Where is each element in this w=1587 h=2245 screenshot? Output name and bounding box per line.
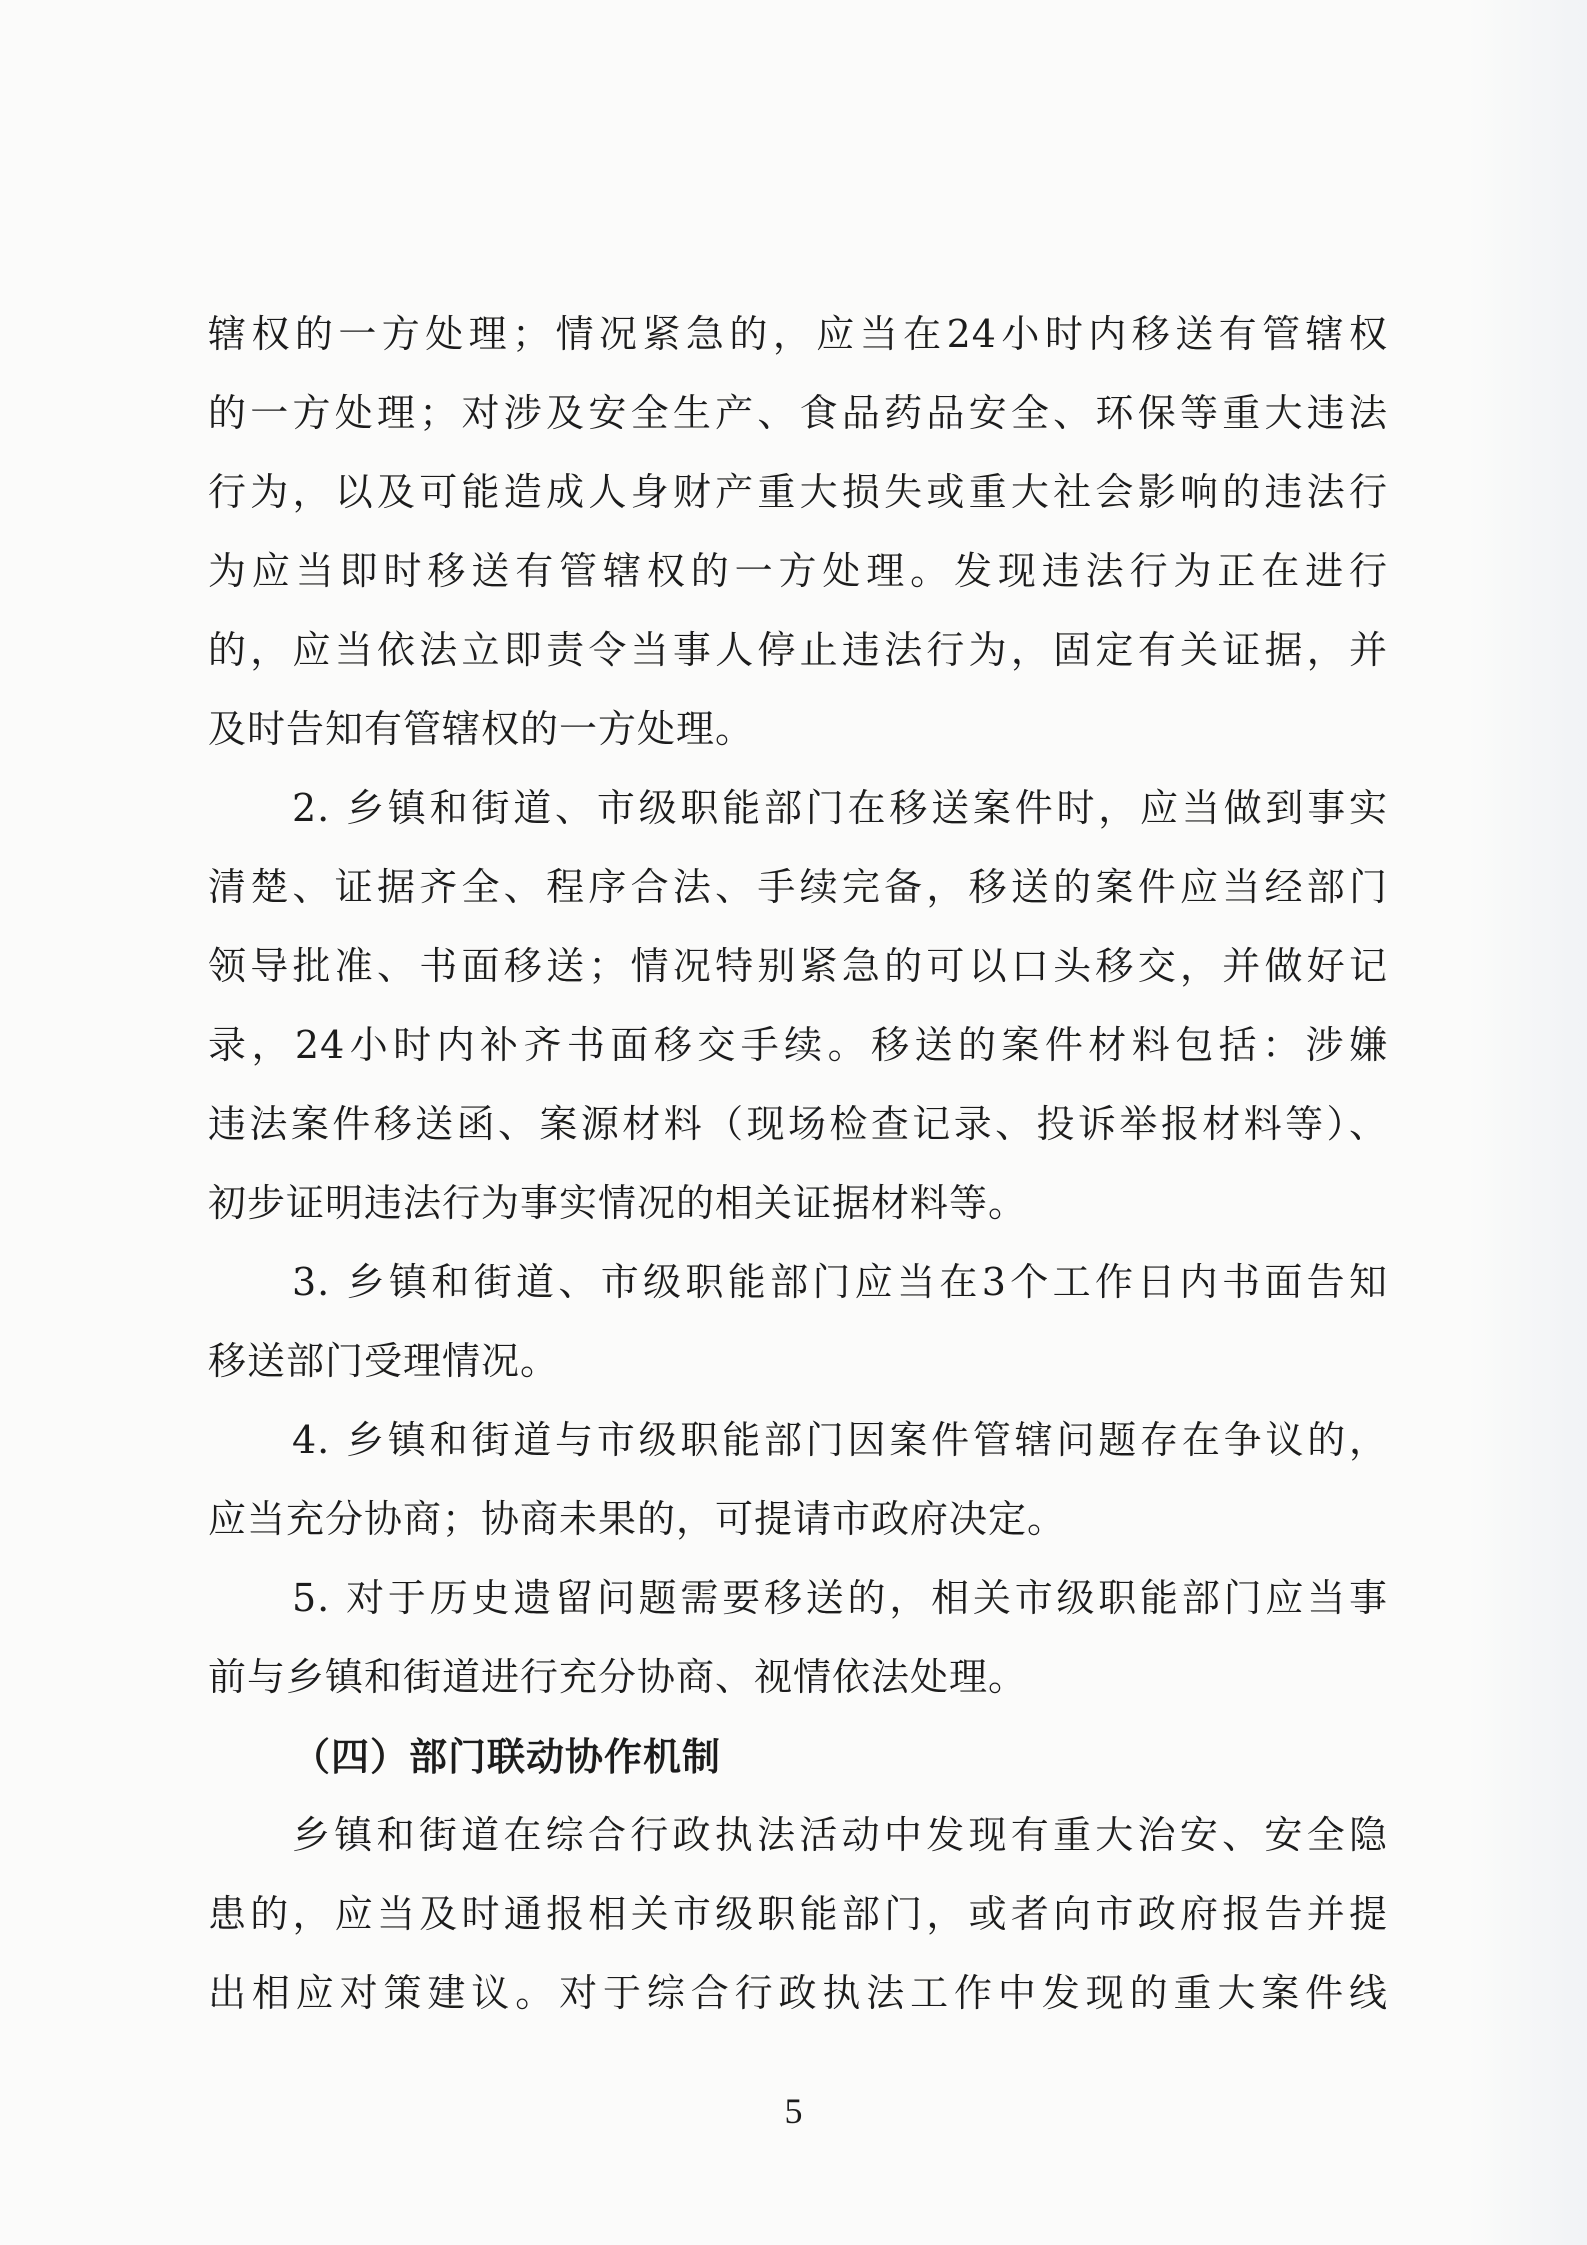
text-line: 为应当即时移送有管辖权的一方处理。发现违法行为正在进行: [208, 549, 1388, 593]
text-line: 违法案件移送函、案源材料（现场检查记录、投诉举报材料等）、: [208, 1102, 1388, 1146]
text-line: 移送部门受理情况。: [208, 1339, 560, 1383]
text-line: 的，应当依法立即责令当事人停止违法行为，固定有关证据，并: [208, 628, 1388, 672]
text-line: 乡镇和街道在综合行政执法活动中发现有重大治安、安全隐: [292, 1813, 1388, 1857]
text-line: 的一方处理；对涉及安全生产、食品药品安全、环保等重大违法: [208, 391, 1388, 435]
text-line: 录，24小时内补齐书面移交手续。移送的案件材料包括：涉嫌: [208, 1023, 1388, 1067]
text-line: 清楚、证据齐全、程序合法、手续完备，移送的案件应当经部门: [208, 865, 1388, 909]
section-heading: （四）部门联动协作机制: [292, 1734, 722, 1779]
text-line: 患的，应当及时通报相关市级职能部门，或者向市政府报告并提: [208, 1892, 1388, 1936]
scan-edge-shading: [1467, 0, 1587, 2245]
text-line: 5. 对于历史遗留问题需要移送的，相关市级职能部门应当事: [292, 1576, 1388, 1620]
text-line: 出相应对策建议。对于综合行政执法工作中发现的重大案件线: [208, 1971, 1388, 2015]
body-text: [208, 295, 1388, 2033]
text-line: 辖权的一方处理；情况紧急的，应当在24小时内移送有管辖权: [208, 312, 1388, 356]
text-line: 初步证明违法行为事实情况的相关证据材料等。: [208, 1181, 1028, 1225]
text-line: 行为，以及可能造成人身财产重大损失或重大社会影响的违法行: [208, 470, 1388, 514]
text-line: 及时告知有管辖权的一方处理。: [208, 707, 755, 751]
page-number: 5: [784, 2091, 803, 2131]
text-line: 3. 乡镇和街道、市级职能部门应当在3个工作日内书面告知: [292, 1260, 1388, 1304]
text-line: 领导批准、书面移送；情况特别紧急的可以口头移交，并做好记: [208, 944, 1388, 988]
text-line: 2. 乡镇和街道、市级职能部门在移送案件时，应当做到事实: [292, 786, 1388, 830]
text-line: 前与乡镇和街道进行充分协商、视情依法处理。: [208, 1655, 1028, 1699]
text-line: 应当充分协商；协商未果的，可提请市政府决定。: [208, 1497, 1067, 1541]
text-line: 4. 乡镇和街道与市级职能部门因案件管辖问题存在争议的，: [292, 1418, 1388, 1462]
